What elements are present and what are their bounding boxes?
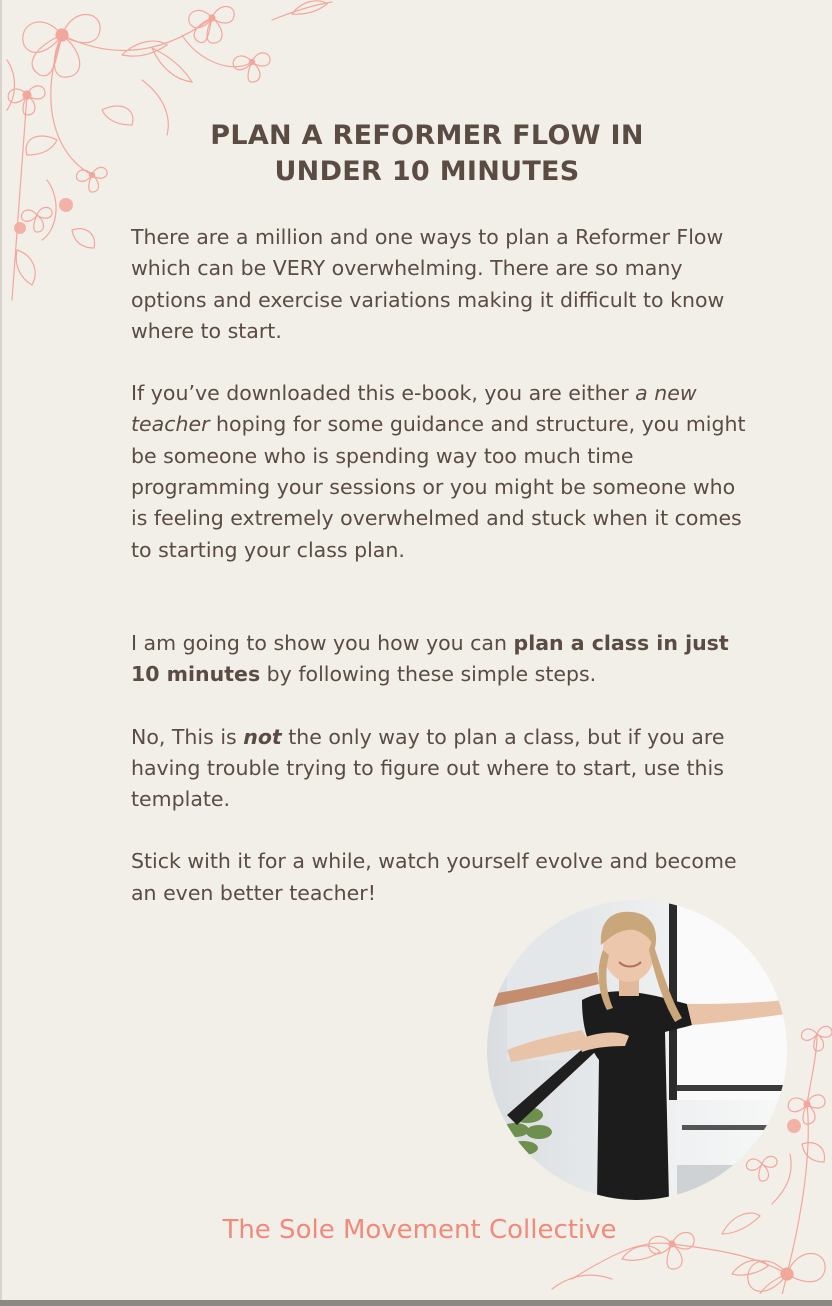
- paragraph-promise-text-a: I am going to show you how you can: [131, 630, 514, 655]
- paragraph-disclaimer-text-a: No, This is: [131, 724, 244, 749]
- paragraph-disclaimer: [131, 722, 756, 816]
- emphasis-not-text: not: [243, 724, 282, 749]
- title-line-2: UNDER 10 MINUTES: [274, 156, 580, 187]
- page-title: [132, 118, 722, 190]
- title-line-1: PLAN A REFORMER FLOW IN: [210, 120, 644, 151]
- paragraph-audience-text-a: If you’ve downloaded this e-book, you are either: [131, 381, 636, 406]
- emphasis-plan-class: plan a class in just 10 minutes: [131, 630, 729, 687]
- paragraph-audience: [131, 378, 756, 566]
- paragraph-intro: There are a million and one ways to plan a Reformer Flow which can be VERY overwhelming. There are so many options and exercise variations making it difficult to know where to start.: [131, 225, 725, 343]
- instructor-photo: [487, 900, 787, 1200]
- instructor-photo-illustration: [487, 900, 787, 1200]
- paragraph-audience-text-b: hoping for some guidance and structure, you might be someone who is spending way too much time programming your sessions or you might be someone who is feeling extremely overwhelmed and stuck when it comes to starting your class plan.: [131, 412, 746, 562]
- emphasis-not: [243, 725, 281, 749]
- body-text: [131, 222, 756, 940]
- paragraph-promise-text-b: by following these simple steps.: [260, 662, 597, 687]
- paragraph-promise: [131, 628, 756, 691]
- brand-footer: The Sole Movement Collective: [222, 1215, 617, 1245]
- page-bottom-edge: [0, 1300, 832, 1306]
- paragraph-disclaimer-text-b: the only way to plan a class, but if you are having trouble trying to figure out where to start, use this template.: [131, 724, 725, 812]
- emphasis-new-teacher: a new teacher: [131, 381, 697, 437]
- paragraph-encouragement: Stick with it for a while, watch yourself evolve and become an even better teacher!: [131, 849, 737, 905]
